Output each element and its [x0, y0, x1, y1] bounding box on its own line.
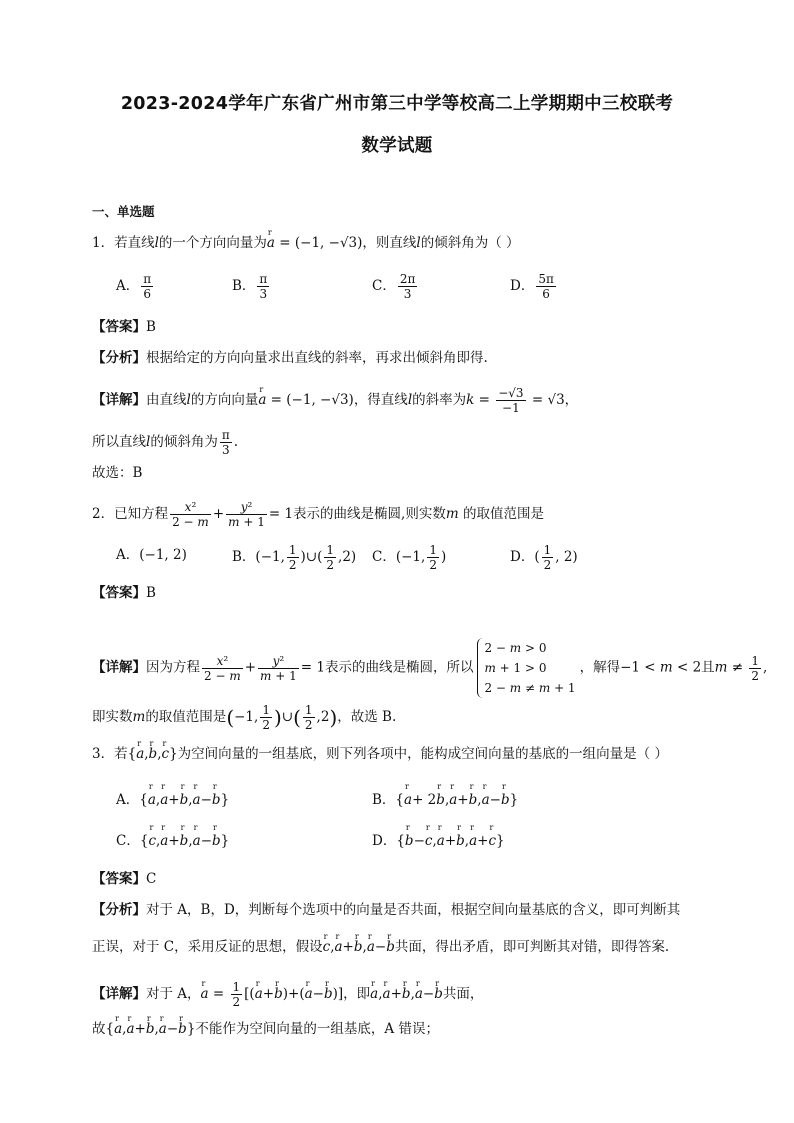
q3-detail-cont: 故{r a,r a+r b,r a−r b}不能作为空间向量的一组基底，A 错误；: [92, 1020, 439, 1038]
q3-analysis: 【分析】对于 A，B，D，判断每个选项中的向量是否共面，根据空间向量基底的含义，即可判断其: [92, 902, 681, 918]
q1-analysis: 【分析】根据给定的方向向量求出直线的斜率，再求出倾斜角即得.: [92, 350, 488, 366]
q1-choice: 故选：B: [92, 465, 143, 481]
q3-detail: 【详解】对于 A，r a = $\frac{1}{2}$ [(r a+r b)+(r a−r b)]，即r a,r a+r b,r a−r b共面，: [92, 980, 483, 1009]
section-heading-single-choice: 一、单选题: [92, 204, 155, 219]
q1-option-b: B． $\frac{\pi}{3}$: [232, 272, 268, 301]
q2-detail: 【详解】因为方程 $\frac{\text{x²}}{2 - m}$ + $\frac{\text{y²}}{m + 1}$ = 1表示的曲线是椭圆，所以2 − m > 0 m + 1 > 0 2 − m ≠ m + 1，解得−1 < m < 2且m ≠ $\frac{1}{2}$ ,: [92, 638, 767, 698]
q2-option-d: D．( $\frac{1}{2}$ , 2): [510, 543, 578, 572]
q3-option-c: C．{r c,r a+r b,r a−r b}: [116, 829, 229, 849]
q2-detail-cont: 即实数m的取值范围是(−1, $\frac{1}{2}$ )∪( $\frac{1}{2}$ ,2)，故选 B.: [92, 703, 397, 732]
q1-detail-cont: 所以直线l的倾斜角为 $\frac{\pi}{3}$ .: [92, 428, 239, 457]
q1-option-c: C． $\frac{2\pi}{3}$: [372, 272, 416, 301]
q1-option-d: D． $\frac{5\pi}{6}$: [510, 272, 554, 301]
q1-option-a: A． $\frac{\pi}{6}$: [116, 272, 152, 301]
q3-option-a: A．{r a,r a+r b,r a−r b}: [116, 788, 229, 808]
q1-answer: 【答案】B: [92, 319, 156, 335]
document-title-line2: 数学试题: [361, 136, 433, 156]
q2-option-b: B．(−1, $\frac{1}{2}$ )∪( $\frac{1}{2}$ ,2): [232, 543, 357, 572]
q2-inequality-system: 2 − m > 0 m + 1 > 0 2 − m ≠ m + 1: [477, 638, 575, 698]
q2-answer: 【答案】B: [92, 585, 156, 601]
q3-stem: 3．若{r a,r b,r c}为空间向量的一组基底，则下列各项中，能构成空间向量的基底的一组向量是（ ）: [92, 745, 668, 763]
q3-option-d: D．{r b−r c,r a+r b,r a+r c}: [372, 829, 505, 849]
q2-stem: 2．已知方程 $\frac{\text{x²}}{2 - m}$ + $\frac{\text{y²}}{m + 1}$ = 1表示的曲线是椭圆,则实数m 的取值范围是: [92, 500, 544, 529]
q1-detail: 【详解】由直线l的方向向量r a = (−1, −√3)，得直线l的斜率为k = $\frac{-√3}{-1}$ = √3，: [92, 386, 578, 415]
q2-option-a: A．(−1, 2): [116, 547, 187, 563]
q2-option-c: C．(−1, $\frac{1}{2}$ ): [372, 543, 447, 572]
q3-option-b: B．{r a+ 2r b,r a+r b,r a−r b}: [372, 788, 518, 808]
document-title-line1: 2023-2024学年广东省广州市第三中学等校高二上学期期中三校联考: [120, 94, 674, 114]
q3-answer: 【答案】C: [92, 871, 157, 887]
q3-analysis-cont: 正误，对于 C，采用反证的思想，假设r c,r a+r b,r a−r b共面，得出矛盾，即可判断其对错，即得答案.: [92, 938, 669, 956]
q1-stem: 1．若直线l的一个方向向量为r a = (−1, −√3)，则直线l的倾斜角为（ ）: [92, 234, 520, 252]
